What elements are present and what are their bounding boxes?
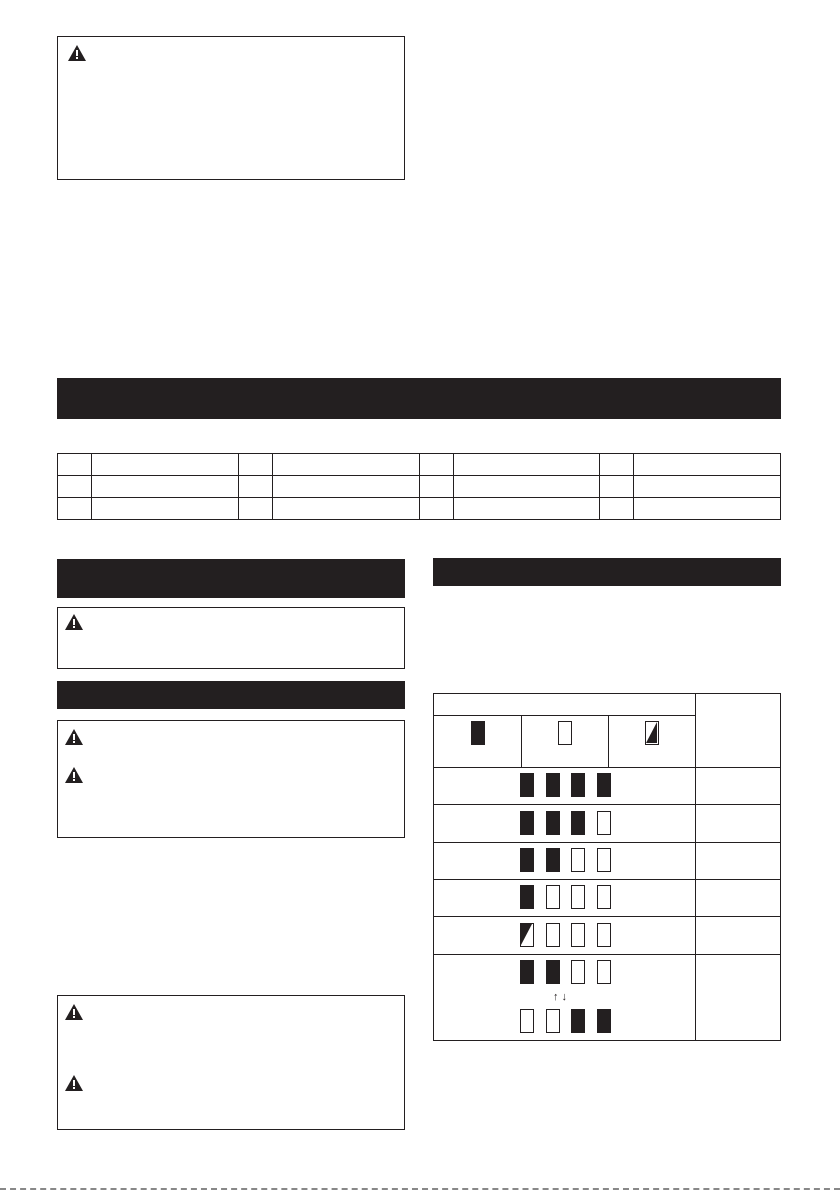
- lamp-lit-icon: [571, 773, 585, 797]
- table-divider: [521, 715, 522, 767]
- lamp-lit-icon: [597, 1009, 611, 1033]
- lamp-off-icon: [597, 923, 611, 947]
- warning-triangle-icon: [65, 1075, 83, 1091]
- table-row: [58, 476, 781, 498]
- lamp-lit-icon: [597, 773, 611, 797]
- caution-box-left-3: [57, 995, 405, 1130]
- lamp-off-icon: [597, 848, 611, 872]
- left-subsection-heading-bar: [57, 681, 405, 709]
- page-bottom-edge: [0, 1188, 840, 1190]
- lamp-lit-icon: [520, 811, 534, 835]
- lamp-blinking-icon: [520, 923, 534, 947]
- table-divider: [608, 715, 609, 767]
- lamp-off-icon: [571, 848, 585, 872]
- lamp-blinking-icon: [645, 721, 659, 745]
- table-divider: [434, 954, 780, 955]
- lamp-lit-icon: [471, 721, 485, 745]
- warning-triangle-icon: [65, 729, 83, 745]
- lamp-off-icon: [597, 885, 611, 909]
- lamp-off-icon: [546, 923, 560, 947]
- warning-triangle-icon: [65, 614, 83, 630]
- warning-triangle-icon: [65, 1004, 83, 1020]
- table-divider: [434, 842, 780, 843]
- alternate-arrows: ↑ ↓: [553, 991, 568, 1003]
- lamp-lit-icon: [571, 1009, 585, 1033]
- lamp-off-icon: [571, 923, 585, 947]
- lamp-off-icon: [558, 721, 572, 745]
- right-section-heading-bar: [433, 558, 781, 586]
- lamp-off-icon: [546, 885, 560, 909]
- caution-box-left-1: [57, 607, 405, 669]
- caution-box-left-2: [57, 720, 405, 838]
- left-section-heading-bar: [57, 559, 405, 598]
- lamp-off-icon: [571, 885, 585, 909]
- lamp-off-icon: [597, 960, 611, 984]
- lamp-lit-icon: [520, 848, 534, 872]
- lamp-off-icon: [571, 960, 585, 984]
- lamp-off-icon: [597, 811, 611, 835]
- lamp-off-icon: [546, 1009, 560, 1033]
- battery-indicator-table: [433, 693, 781, 1041]
- caution-box-top: [57, 36, 405, 180]
- table-divider: [434, 879, 780, 880]
- table-divider: [434, 767, 780, 768]
- section-heading-bar: [57, 378, 781, 419]
- lamp-lit-icon: [520, 885, 534, 909]
- table-divider: [434, 715, 695, 716]
- lamp-lit-icon: [546, 848, 560, 872]
- table-divider: [695, 694, 696, 1040]
- lamp-lit-icon: [520, 960, 534, 984]
- warning-triangle-icon: [68, 45, 86, 61]
- lamp-lit-icon: [546, 960, 560, 984]
- parts-legend-table: [57, 453, 781, 520]
- table-row: [58, 454, 781, 476]
- lamp-lit-icon: [546, 773, 560, 797]
- warning-triangle-icon: [65, 767, 83, 783]
- lamp-lit-icon: [546, 811, 560, 835]
- lamp-off-icon: [520, 1009, 534, 1033]
- table-divider: [434, 916, 780, 917]
- lamp-lit-icon: [520, 773, 534, 797]
- table-row: [58, 498, 781, 520]
- table-divider: [434, 804, 780, 805]
- lamp-lit-icon: [571, 811, 585, 835]
